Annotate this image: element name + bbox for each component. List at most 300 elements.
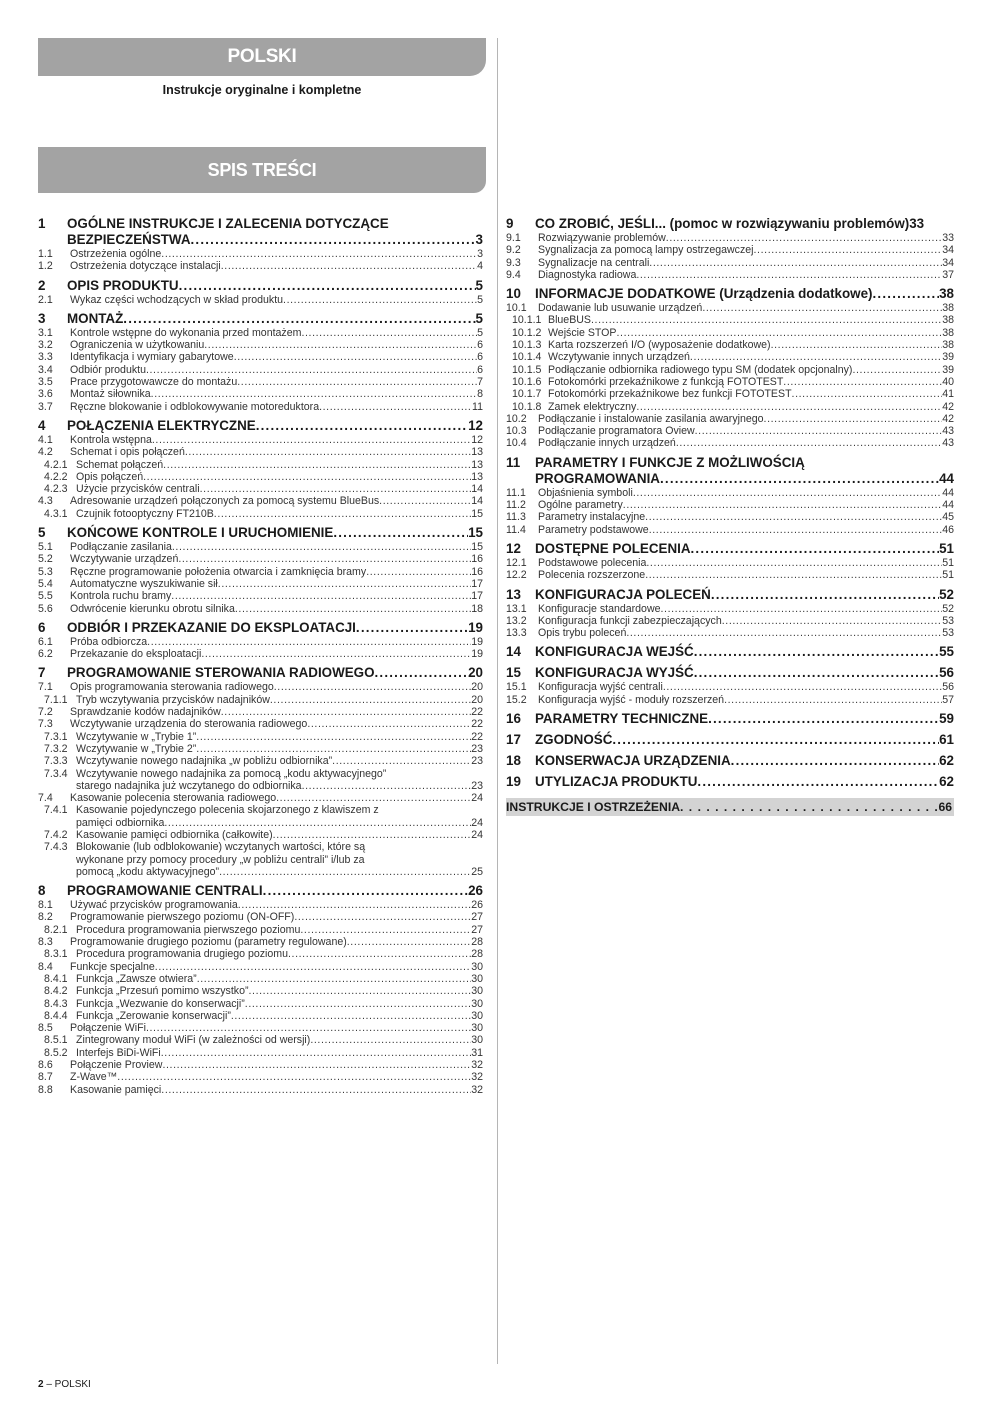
toc-entry-page: 7: [477, 376, 483, 389]
toc-entry-number: 3.5: [38, 376, 53, 389]
column-divider: [497, 38, 498, 1364]
toc-entry[interactable]: [506, 732, 954, 748]
toc-entry-title: Odbiór produktu: [70, 363, 146, 376]
toc-entry[interactable]: [38, 899, 483, 911]
toc-entry[interactable]: [38, 792, 483, 804]
toc-entry-number: 3.1: [38, 326, 53, 339]
toc-entry-page: 44: [939, 470, 954, 486]
toc-entry-number: 8.5.2: [44, 1046, 68, 1059]
dot-leader: [697, 774, 939, 790]
toc-entry[interactable]: [506, 314, 954, 326]
toc-entry[interactable]: [38, 1071, 483, 1083]
toc-entry-title: Adresowanie urządzeń połączonych za pomocą systemu BlueBus: [70, 495, 380, 508]
toc-entry-title: Podłączanie i instalowanie zasilania awaryjnego: [538, 412, 764, 425]
toc-entry-number: 8.4.3: [44, 997, 68, 1010]
toc-entry-page: 15: [468, 525, 483, 541]
toc-entry-number: 12: [506, 540, 521, 556]
toc-entry[interactable]: [506, 627, 954, 639]
toc-entry-title: Opis trybu poleceń: [538, 627, 627, 640]
toc-entry[interactable]: [506, 753, 954, 769]
toc-entry[interactable]: [38, 566, 483, 578]
toc-entry-number: 7.3.3: [44, 755, 68, 768]
toc-entry[interactable]: [38, 961, 483, 973]
toc-entry[interactable]: [38, 694, 483, 706]
toc-entry[interactable]: [506, 376, 954, 388]
dot-leader: [722, 615, 942, 627]
toc-entry-page: 6: [477, 351, 483, 364]
dot-leader: [636, 401, 942, 413]
toc-entry-page: 5: [475, 277, 483, 293]
toc-entry-page: 19: [468, 619, 483, 635]
toc-entry-title: Podłączanie odbiornika radiowego typu SM (dodatek opcjonalny): [548, 363, 853, 376]
toc-entry-number: 10.3: [506, 425, 527, 438]
toc-section: [506, 455, 954, 536]
dot-leader: [249, 985, 472, 997]
toc-entry[interactable]: [506, 351, 954, 363]
toc-entry-title: Użycie przycisków centrali: [76, 483, 200, 496]
toc-entry[interactable]: [38, 459, 483, 471]
toc-entry[interactable]: [38, 936, 483, 948]
toc-entry-number: 8.3.1: [44, 948, 68, 961]
toc-entry-title: PROGRAMOWANIE STEROWANIA RADIOWEGO: [67, 665, 375, 681]
toc-section: [506, 541, 954, 582]
toc-section: [506, 732, 954, 748]
toc-entry-title: Parametry podstawowe: [538, 523, 649, 536]
toc-entry-page: 22: [471, 718, 483, 731]
toc-entry[interactable]: [506, 603, 954, 615]
toc-entry-number: 13.3: [506, 627, 527, 640]
toc-entry[interactable]: [38, 278, 483, 294]
toc-entry[interactable]: [38, 1010, 483, 1022]
toc-entry-page: 18: [471, 602, 483, 615]
toc-entry[interactable]: [38, 401, 483, 413]
dot-leader: [146, 1022, 471, 1034]
toc-entry[interactable]: [506, 524, 954, 536]
dot-leader: [161, 1084, 471, 1096]
toc-entry-page: 26: [471, 899, 483, 912]
toc-entry-page: 39: [942, 351, 954, 364]
dot-leader: [300, 924, 471, 936]
toc-entry[interactable]: [506, 413, 954, 425]
toc-entry-page: 31: [471, 1046, 483, 1059]
toc-entry-number: 10.1.7: [512, 388, 542, 401]
toc-entry-page: 62: [939, 753, 954, 769]
toc-entry-number: 8.8: [38, 1083, 53, 1096]
toc-entry[interactable]: [38, 327, 483, 339]
toc-entry[interactable]: [38, 232, 483, 248]
toc-entry[interactable]: [38, 718, 483, 730]
toc-entry[interactable]: [506, 244, 954, 256]
toc-entry-number: 13: [506, 586, 521, 602]
toc-entry[interactable]: [506, 455, 954, 471]
toc-entry[interactable]: [506, 216, 954, 232]
toc-entry-title: Wczytywanie innych urządzeń: [548, 351, 690, 364]
toc-entry[interactable]: [38, 446, 483, 458]
toc-entry-highlighted[interactable]: [506, 798, 954, 816]
dot-leader: [197, 973, 472, 985]
dot-leader: [238, 899, 471, 911]
toc-entry-number: 4.2.1: [44, 458, 68, 471]
toc-section: [38, 311, 483, 413]
toc-entry[interactable]: [506, 615, 954, 627]
dot-leader: [237, 376, 477, 388]
toc-entry-title: Podstawowe polecenia: [538, 556, 647, 569]
toc-entry-title: Czujnik fotooptyczny FT210B: [76, 507, 214, 520]
toc-entry[interactable]: [506, 499, 954, 511]
dot-leader: [332, 755, 471, 767]
dot-leader: [645, 569, 942, 581]
toc-entry-number: 10.1.2: [512, 326, 542, 339]
document-subtitle: Instrukcje oryginalne i kompletne: [162, 83, 362, 97]
toc-entry-title: Sygnalizacje na centrali: [538, 256, 650, 269]
toc-section: [506, 711, 954, 727]
dot-leader: [155, 961, 471, 973]
toc-entry[interactable]: [38, 804, 483, 816]
toc-entry[interactable]: [38, 768, 483, 780]
toc-entry-title: Zintegrowany moduł WiFi (w zależności od wersji): [76, 1034, 311, 1047]
toc-section: [506, 286, 954, 450]
toc-entry[interactable]: [38, 1022, 483, 1034]
toc-entry[interactable]: [38, 578, 483, 590]
toc-entry-number: 8.1: [38, 899, 53, 912]
dot-leader: [147, 636, 471, 648]
toc-entry[interactable]: [38, 911, 483, 923]
toc-entry[interactable]: [506, 644, 954, 660]
toc-entry-title: Konfiguracje standardowe: [538, 602, 661, 615]
toc-entry-page: 43: [942, 425, 954, 438]
toc-entry-page: 6: [477, 339, 483, 352]
toc-entry-title: Rozwiązywanie problemów: [538, 232, 666, 244]
dot-leader: [185, 446, 471, 458]
toc-entry[interactable]: [38, 866, 483, 878]
toc-entry-number: 3.4: [38, 363, 53, 376]
toc-entry[interactable]: [506, 232, 954, 244]
toc-entry[interactable]: [38, 339, 483, 351]
toc-entry-page: 3: [477, 248, 483, 260]
toc-entry-title: Opis połączeń: [76, 470, 144, 483]
toc-entry-number: 14: [506, 644, 521, 660]
toc-entry[interactable]: [506, 569, 954, 581]
toc-entry-title: PARAMETRY TECHNICZNE: [535, 711, 709, 727]
toc-entry-page: 30: [471, 1009, 483, 1022]
toc-entry[interactable]: [38, 620, 483, 636]
toc-entry[interactable]: [38, 590, 483, 602]
toc-entry-page: 61: [939, 732, 954, 748]
toc-entry[interactable]: [38, 541, 483, 553]
toc-entry[interactable]: [506, 774, 954, 790]
toc-entry[interactable]: [506, 557, 954, 569]
toc-entry[interactable]: [38, 508, 483, 520]
toc-entry-page: 19: [471, 648, 483, 661]
toc-entry-page: 17: [471, 577, 483, 590]
toc-entry[interactable]: [38, 1034, 483, 1046]
toc-entry-title: BlueBUS: [548, 314, 591, 327]
toc-entry[interactable]: [38, 294, 483, 306]
toc-entry-title: Wczytywanie nowego nadajnika za pomocą „kodu aktywacyjnego”: [76, 767, 387, 780]
toc-entry[interactable]: [506, 327, 954, 339]
dot-leader: [617, 327, 943, 339]
dot-leader: [294, 911, 471, 923]
toc-entry[interactable]: [38, 841, 483, 853]
toc-section: [506, 753, 954, 769]
toc-entry-title: KONFIGURACJA WEJŚĆ: [535, 644, 694, 660]
dot-leader: [333, 525, 468, 541]
toc-entry-page: 32: [471, 1059, 483, 1072]
toc-entry-title: Kontrole wstępne do wykonania przed montażem: [70, 326, 302, 339]
dot-leader: [161, 1047, 471, 1059]
dot-leader: [274, 681, 471, 693]
toc-section: [38, 525, 483, 615]
toc-entry[interactable]: [38, 495, 483, 507]
toc-entry-number: 5.3: [38, 565, 53, 578]
toc-section: [506, 216, 954, 281]
toc-entry[interactable]: [38, 388, 483, 400]
dot-leader: [379, 495, 471, 507]
toc-entry[interactable]: [38, 418, 483, 434]
toc-entry[interactable]: [38, 376, 483, 388]
toc-entry[interactable]: [506, 471, 954, 487]
dot-leader: [691, 541, 940, 557]
dot-leader: [724, 694, 942, 706]
toc-entry-title: Podłączanie innych urządzeń: [538, 437, 676, 450]
toc-entry-number: 8: [38, 883, 46, 899]
toc-entry-title: Sygnalizacja za pomocą lampy ostrzegawczej: [538, 244, 754, 257]
toc-entry[interactable]: [506, 401, 954, 413]
dot-leader: [162, 1059, 471, 1071]
toc-entry-title: Tryb wczytywania przycisków nadajników: [76, 693, 270, 706]
toc-entry[interactable]: [38, 755, 483, 767]
toc-entry[interactable]: [38, 648, 483, 660]
toc-entry[interactable]: [506, 302, 954, 314]
toc-entry[interactable]: [506, 257, 954, 269]
toc-entry[interactable]: [38, 743, 483, 755]
toc-entry[interactable]: [38, 351, 483, 363]
dot-leader: [694, 644, 939, 660]
toc-entry-title: OGÓLNE INSTRUKCJE I ZALECENIA DOTYCZĄCE: [67, 216, 389, 231]
toc-entry[interactable]: [38, 434, 483, 446]
dot-leader: [221, 260, 477, 272]
toc-entry[interactable]: [506, 286, 954, 302]
toc-entry-title: Kontrola wstępna: [70, 433, 152, 446]
dot-leader: [319, 401, 472, 413]
toc-entry-title: INFORMACJE DODATKOWE (Urządzenia dodatkowe): [535, 286, 873, 302]
dot-leader: [276, 792, 471, 804]
toc-entry-title: Ręczne programowanie położenia otwarcia i zamknięcia bramy: [70, 565, 367, 578]
toc-entry[interactable]: [38, 364, 483, 376]
toc-entry[interactable]: [506, 364, 954, 376]
toc-entry-title: Funkcje specjalne: [70, 960, 155, 973]
toc-entry[interactable]: [38, 260, 483, 272]
language-banner: [38, 38, 486, 76]
toc-entry-title: Programowanie drugiego poziomu (parametry regulowane): [70, 936, 347, 949]
toc-entry-title: Ostrzeżenia ogólne: [70, 248, 162, 260]
toc-entry-title: Z-Wave™: [70, 1071, 118, 1084]
toc-entry-page: 46: [942, 523, 954, 536]
toc-entry-number: 3.7: [38, 400, 53, 413]
toc-entry[interactable]: [38, 1047, 483, 1059]
toc-entry-number: 10.1.5: [512, 363, 542, 376]
toc-entry-number: 13.1: [506, 602, 527, 615]
toc-entry-number: 5: [38, 525, 46, 541]
toc-entry-title: Konfiguracja wyjść centrali: [538, 681, 663, 694]
toc-entry[interactable]: [38, 731, 483, 743]
toc-entry-page: 38: [942, 314, 954, 327]
toc-entry[interactable]: [38, 706, 483, 718]
toc-entry[interactable]: [38, 1059, 483, 1071]
toc-entry-number: 3.2: [38, 339, 53, 352]
toc-entry-number: 9.2: [506, 244, 521, 257]
toc-entry[interactable]: [506, 694, 954, 706]
toc-entry-number: 10.1.8: [512, 400, 542, 413]
dot-leader: [636, 269, 942, 281]
toc-entry[interactable]: [506, 711, 954, 727]
toc-entry-page: 32: [471, 1071, 483, 1084]
toc-entry[interactable]: [506, 425, 954, 437]
toc-section: [506, 665, 954, 706]
toc-entry-page: 13: [471, 470, 483, 483]
toc-entry[interactable]: [38, 973, 483, 985]
toc-entry-number: 12.2: [506, 569, 527, 582]
toc-entry-page: 28: [471, 936, 483, 949]
dot-leader: [666, 232, 942, 244]
toc-entry-title: Opis programowania sterowania radiowego: [70, 681, 274, 694]
toc-entry-number: 6.1: [38, 635, 53, 648]
toc-entry-page: 24: [471, 828, 483, 841]
dot-leader: [626, 627, 942, 639]
toc-entry[interactable]: [38, 854, 483, 866]
dot-leader: [310, 1034, 471, 1046]
toc-entry[interactable]: [38, 780, 483, 792]
toc-entry-page: 52: [939, 586, 954, 602]
dot-leader: [301, 327, 477, 339]
footer-page-number: 2: [38, 1379, 44, 1390]
toc-entry-page: 38: [942, 339, 954, 352]
toc-entry[interactable]: [38, 483, 483, 495]
toc-entry-number: 4.2: [38, 446, 53, 459]
toc-entry-number: 10.1.4: [512, 351, 542, 364]
toc-entry[interactable]: [506, 388, 954, 400]
dot-leader: [256, 418, 468, 434]
toc-entry[interactable]: [38, 817, 483, 829]
toc-entry-number: 8.4.2: [44, 985, 68, 998]
toc-section: [38, 278, 483, 306]
toc-entry[interactable]: [38, 985, 483, 997]
toc-entry[interactable]: [38, 311, 483, 327]
toc-entry[interactable]: [38, 681, 483, 693]
dot-leader: [179, 278, 476, 294]
toc-entry[interactable]: [38, 948, 483, 960]
toc-entry-title: Ręczne blokowanie i odblokowywanie motoreduktora: [70, 400, 320, 413]
toc-entry-number: 17: [506, 732, 521, 748]
dot-leader: [645, 511, 942, 523]
toc-entry[interactable]: [506, 587, 954, 603]
toc-entry[interactable]: [38, 636, 483, 648]
language-title: POLSKI: [227, 46, 297, 67]
toc-entry-title: Wczytywanie w „Trybie 2”: [76, 742, 197, 755]
toc-entry[interactable]: [38, 553, 483, 565]
toc-entry[interactable]: [38, 665, 483, 681]
toc-entry-number: 8.7: [38, 1071, 53, 1084]
toc-entry-title: Odwrócenie kierunku obrotu silnika: [70, 602, 235, 615]
toc-entry[interactable]: [506, 511, 954, 523]
toc-entry-page: 30: [471, 985, 483, 998]
toc-entry[interactable]: [38, 603, 483, 615]
toc-entry-number: 13.2: [506, 614, 527, 627]
toc-entry-page: 30: [471, 972, 483, 985]
toc-entry-number: 4.3.1: [44, 507, 68, 520]
toc-entry-title: Funkcja „Zerowanie konserwacji”: [76, 1009, 231, 1022]
toc-banner: [38, 147, 486, 193]
dot-leader: [171, 590, 471, 602]
toc-entry-title: Funkcja „Przesuń pomimo wszystko”: [76, 985, 249, 998]
toc-entry[interactable]: [506, 437, 954, 449]
toc-entry-title: Używać przycisków programowania: [70, 899, 238, 912]
dot-leader: [196, 731, 471, 743]
toc-entry-title: Procedura programowania drugiego poziomu: [76, 948, 288, 961]
toc-entry-number: 8.4: [38, 960, 53, 973]
toc-entry-page: 55: [939, 644, 954, 660]
toc-entry-title: starego nadajnika już wczytanego do odbiornika: [76, 779, 302, 792]
toc-entry[interactable]: [506, 681, 954, 693]
toc-entry-number: 7: [38, 665, 46, 681]
toc-entry[interactable]: [506, 541, 954, 557]
toc-entry[interactable]: [38, 216, 483, 232]
dot-leader: [263, 883, 468, 899]
toc-entry[interactable]: [38, 525, 483, 541]
toc-entry-title: DOSTĘPNE POLECENIA: [535, 540, 691, 556]
toc-entry-page: 42: [942, 412, 954, 425]
toc-entry[interactable]: [38, 998, 483, 1010]
dot-leader: [288, 948, 471, 960]
toc-entry-page: 25: [471, 865, 483, 878]
toc-entry-page: 24: [471, 792, 483, 805]
toc-entry[interactable]: [38, 829, 483, 841]
toc-entry-page: 20: [468, 665, 483, 681]
toc-entry-title: Blokowanie (lub odblokowanie) wczytanych wartości, które są: [76, 841, 366, 854]
toc-entry-number: 1: [38, 216, 46, 231]
toc-entry[interactable]: [38, 248, 483, 260]
dot-leader: [612, 732, 939, 748]
toc-entry-number: 1.2: [38, 260, 53, 273]
toc-entry-title: Wczytywanie urządzenia do sterowania radiowego: [70, 718, 308, 731]
dot-leader: [151, 388, 477, 400]
toc-entry-number: 7.1.1: [44, 693, 68, 706]
toc-entry-title: Kasowanie pojedynczego polecenia skojarzonego z klawiszem z: [76, 804, 379, 817]
toc-entry-title: Objaśnienia symboli: [538, 486, 633, 499]
toc-entry-title: Konfiguracja wyjść - moduły rozszerzeń: [538, 693, 725, 706]
toc-entry[interactable]: [506, 269, 954, 281]
toc-entry-page: 45: [942, 511, 954, 524]
toc-title: SPIS TREŚCI: [207, 160, 317, 180]
toc-entry[interactable]: [38, 924, 483, 936]
toc-entry-page: 15: [471, 541, 483, 554]
toc-entry-page: 23: [471, 755, 483, 768]
toc-entry[interactable]: [38, 471, 483, 483]
toc-entry-title: Automatyczne wyszukiwanie sił: [70, 577, 218, 590]
toc-entry-page: 16: [471, 565, 483, 578]
toc-entry-title: Diagnostyka radiowa: [538, 268, 637, 281]
toc-entry[interactable]: [506, 487, 954, 499]
toc-entry-page: 30: [471, 1034, 483, 1047]
toc-entry[interactable]: [38, 1084, 483, 1096]
toc-entry-number: 8.3: [38, 936, 53, 949]
toc-entry[interactable]: [506, 665, 954, 681]
toc-entry[interactable]: [506, 339, 954, 351]
toc-entry-number: 5.2: [38, 553, 53, 566]
toc-entry-page: 3: [475, 232, 483, 247]
toc-entry[interactable]: [38, 883, 483, 899]
toc-entry-title: Ogólne parametry: [538, 499, 623, 512]
